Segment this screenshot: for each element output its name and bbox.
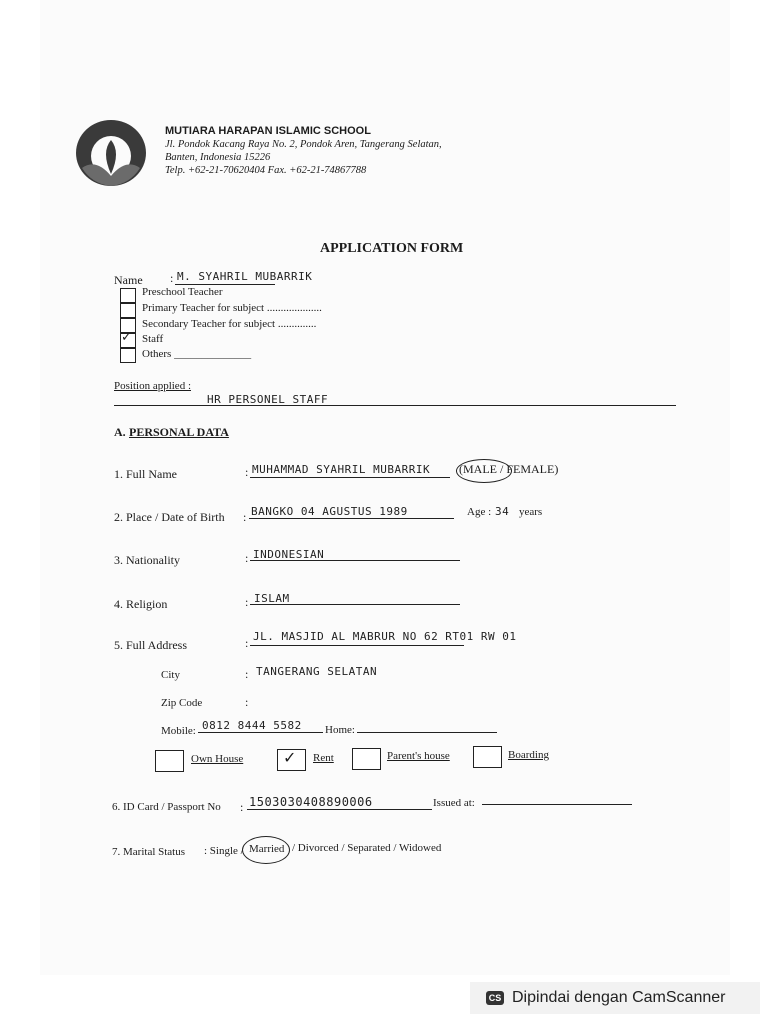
check-mark-rent: ✓ bbox=[283, 748, 297, 767]
checkbox-own-house[interactable] bbox=[155, 750, 184, 772]
name-underline bbox=[175, 284, 275, 285]
address-label: 5. Full Address bbox=[114, 638, 188, 652]
birth-value[interactable]: BANGKO 04 AGUSTUS 1989 bbox=[251, 505, 408, 518]
parents-house-label: Parent's house bbox=[387, 750, 450, 762]
full-name-label: 1. Full Name bbox=[114, 467, 177, 481]
position-primary-label: Primary Teacher for subject .................... bbox=[142, 302, 322, 314]
position-staff-label: Staff bbox=[142, 333, 164, 345]
position-applied-value[interactable]: HR PERSONEL STAFF bbox=[207, 393, 329, 406]
check-mark-staff: ✓ bbox=[121, 330, 132, 345]
age-label: Age : bbox=[467, 506, 492, 518]
nationality-colon: : bbox=[245, 551, 249, 565]
marital-prefix: : Single / bbox=[204, 845, 244, 857]
address-underline bbox=[250, 645, 464, 646]
id-card-value[interactable]: 1503030408890006 bbox=[249, 795, 373, 809]
address-colon: : bbox=[245, 636, 249, 650]
zip-label: Zip Code bbox=[161, 697, 203, 709]
school-address-line2: Banten, Indonesia 15226 bbox=[165, 152, 271, 163]
camscanner-logo-icon: CS bbox=[486, 991, 504, 1005]
age-value[interactable]: 34 bbox=[495, 505, 510, 518]
camscanner-footer bbox=[470, 982, 760, 1014]
position-applied-underline bbox=[114, 405, 676, 406]
full-name-value[interactable]: MUHAMMAD SYAHRIL MUBARRIK bbox=[252, 463, 431, 476]
nationality-label: 3. Nationality bbox=[114, 553, 180, 567]
city-label: City bbox=[161, 669, 180, 681]
city-colon: : bbox=[245, 667, 249, 681]
marital-selected: Married bbox=[249, 843, 285, 855]
full-name-underline bbox=[250, 477, 450, 478]
name-label: Name bbox=[114, 273, 143, 287]
nationality-value[interactable]: INDONESIAN bbox=[253, 548, 325, 561]
mobile-label: Mobile: bbox=[161, 725, 196, 737]
camscanner-text: Dipindai dengan CamScanner bbox=[512, 989, 726, 1006]
mobile-underline bbox=[198, 732, 323, 733]
birth-underline bbox=[249, 518, 454, 519]
school-phone: Telp. +62-21-70620404 Fax. +62-21-74867788 bbox=[165, 165, 367, 176]
issued-at-underline bbox=[482, 804, 632, 805]
own-house-label: Own House bbox=[191, 753, 244, 765]
checkbox-preschool[interactable] bbox=[120, 288, 136, 303]
address-value[interactable]: JL. MASJID AL MABRUR NO 62 RT01 RW 01 bbox=[253, 630, 517, 643]
school-address-line1: Jl. Pondok Kacang Raya No. 2, Pondok Aren, Tangerang Selatan, bbox=[165, 139, 442, 150]
religion-colon: : bbox=[245, 595, 249, 609]
birth-colon: : bbox=[243, 510, 247, 524]
gender-options: (MALE / FEMALE) bbox=[459, 462, 559, 476]
age-unit: years bbox=[519, 506, 543, 518]
home-underline bbox=[357, 732, 497, 733]
birth-label: 2. Place / Date of Birth bbox=[114, 510, 225, 524]
boarding-label: Boarding bbox=[508, 749, 549, 761]
issued-at-label: Issued at: bbox=[433, 797, 475, 809]
form-title: APPLICATION FORM bbox=[320, 241, 464, 256]
checkbox-primary[interactable] bbox=[120, 303, 136, 318]
id-card-underline bbox=[247, 809, 432, 810]
checkbox-others[interactable] bbox=[120, 348, 136, 363]
checkbox-parents-house[interactable] bbox=[352, 748, 381, 770]
male-circle bbox=[456, 459, 512, 483]
position-secondary-label: Secondary Teacher for subject .............. bbox=[142, 318, 317, 330]
marital-label: 7. Marital Status bbox=[112, 846, 186, 858]
religion-value[interactable]: ISLAM bbox=[254, 592, 290, 605]
full-name-colon: : bbox=[245, 465, 249, 479]
id-card-label: 6. ID Card / Passport No bbox=[112, 801, 221, 813]
id-card-colon: : bbox=[240, 800, 244, 814]
mobile-value[interactable]: 0812 8444 5582 bbox=[202, 719, 302, 732]
position-applied-label: Position applied : bbox=[114, 380, 191, 392]
name-colon: : bbox=[170, 271, 174, 285]
home-label: Home: bbox=[325, 724, 355, 736]
section-a-prefix: A. bbox=[114, 425, 126, 439]
rent-label: Rent bbox=[313, 752, 334, 764]
school-name: MUTIARA HARAPAN ISLAMIC SCHOOL bbox=[165, 125, 371, 137]
position-others-label: Others ______________ bbox=[142, 348, 252, 360]
section-a-title: PERSONAL DATA bbox=[129, 425, 229, 439]
city-value[interactable]: TANGERANG SELATAN bbox=[256, 665, 378, 678]
zip-colon: : bbox=[245, 695, 249, 709]
religion-underline bbox=[250, 604, 460, 605]
religion-label: 4. Religion bbox=[114, 597, 168, 611]
position-preschool-label: Preschool Teacher bbox=[142, 286, 223, 298]
marital-rest: / Divorced / Separated / Widowed bbox=[292, 842, 442, 854]
school-logo bbox=[74, 118, 148, 188]
married-circle bbox=[242, 836, 290, 864]
name-value[interactable]: M. SYAHRIL MUBARRIK bbox=[177, 270, 313, 283]
checkbox-boarding[interactable] bbox=[473, 746, 502, 768]
nationality-underline bbox=[250, 560, 460, 561]
